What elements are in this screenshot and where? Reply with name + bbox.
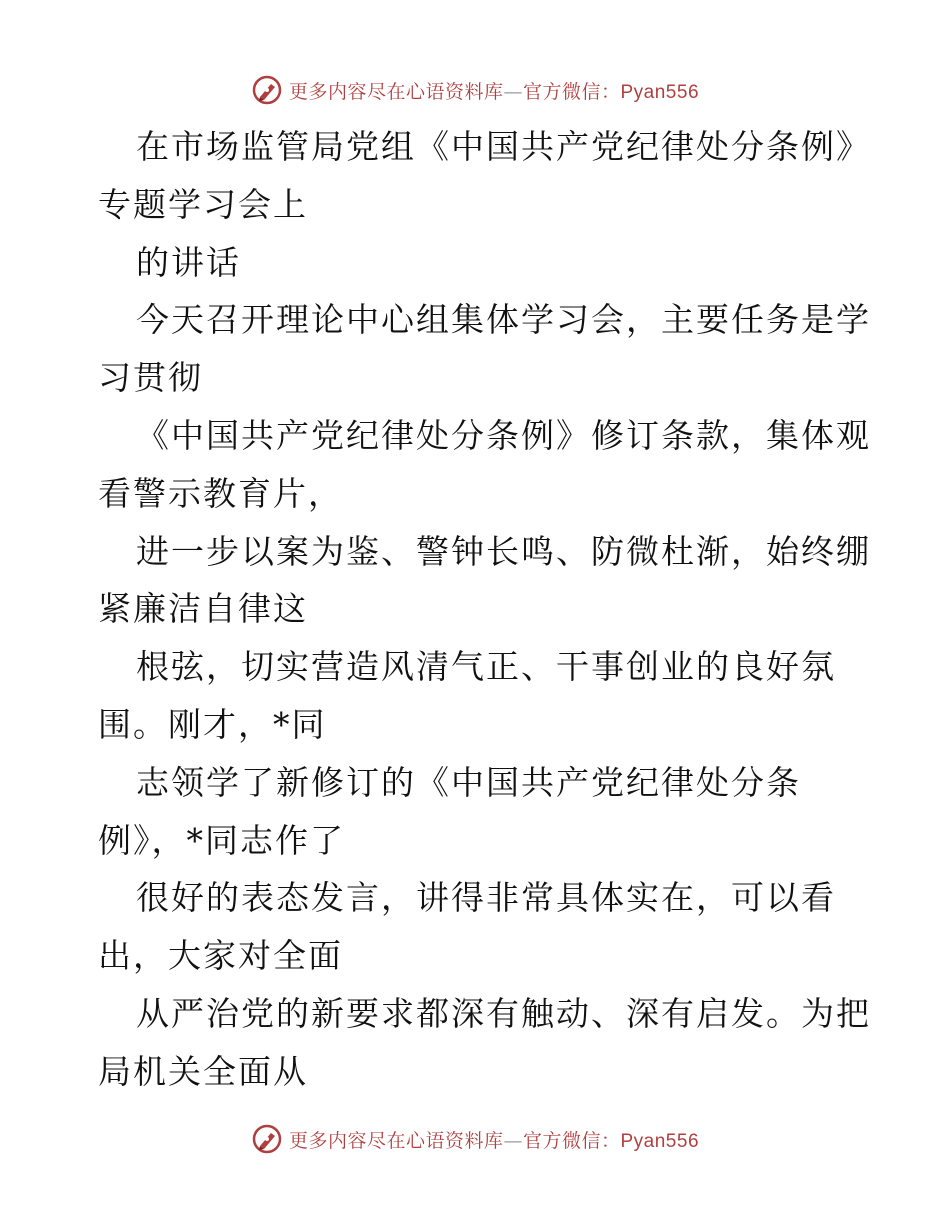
watermark-site: 更多内容尽在心语资料库 bbox=[288, 1129, 504, 1152]
footer-watermark bbox=[0, 1121, 950, 1157]
header-watermark bbox=[0, 72, 950, 108]
pen-logo-icon bbox=[251, 74, 283, 106]
text-line: 从严治党的新要求都深有触动、深有启发。为把 bbox=[136, 993, 871, 1033]
text-line: 很好的表态发言，讲得非常具体实在，可以看 bbox=[136, 878, 836, 918]
watermark-contact: 官方微信： bbox=[522, 80, 621, 103]
watermark-separator: — bbox=[503, 80, 523, 103]
text-line: 进一步以案为鉴、警钟长鸣、防微杜渐，始终绷 bbox=[136, 531, 871, 571]
text-line: 今天召开理论中心组集体学习会，主要任务是学 bbox=[136, 300, 871, 340]
text-line: 在市场监管局党组《中国共产党纪律处分条例》 bbox=[136, 127, 871, 166]
text-line: 志领学了新修订的《中国共产党纪律处分条 bbox=[136, 762, 801, 802]
text-line: 看警示教育片， bbox=[98, 473, 343, 513]
document-body bbox=[98, 118, 871, 1101]
text-line: 紧廉洁自律这 bbox=[98, 589, 308, 629]
text-line: 出，大家对全面 bbox=[98, 936, 343, 976]
text-line: 习贯彻 bbox=[98, 358, 203, 398]
watermark-text bbox=[289, 1126, 699, 1153]
watermark-separator: — bbox=[503, 1129, 523, 1152]
text-line: 的讲话 bbox=[136, 242, 241, 282]
watermark-contact: 官方微信： bbox=[522, 1129, 621, 1152]
text-line: 围。刚才，*同 bbox=[98, 704, 327, 744]
text-line: 专题学习会上 bbox=[98, 184, 308, 224]
text-line: 例》，*同志作了 bbox=[98, 820, 345, 860]
pen-logo-icon bbox=[251, 1123, 283, 1155]
watermark-site: 更多内容尽在心语资料库 bbox=[288, 80, 504, 103]
watermark-wechat-id: Pyan556 bbox=[620, 81, 700, 103]
text-line: 根弦，切实营造风清气正、干事创业的良好氛 bbox=[136, 647, 836, 687]
watermark-wechat-id: Pyan556 bbox=[620, 1130, 700, 1152]
text-line: 《中国共产党纪律处分条例》修订条款，集体观 bbox=[136, 415, 871, 455]
watermark-text bbox=[289, 77, 699, 104]
text-line: 局机关全面从 bbox=[98, 1051, 308, 1091]
